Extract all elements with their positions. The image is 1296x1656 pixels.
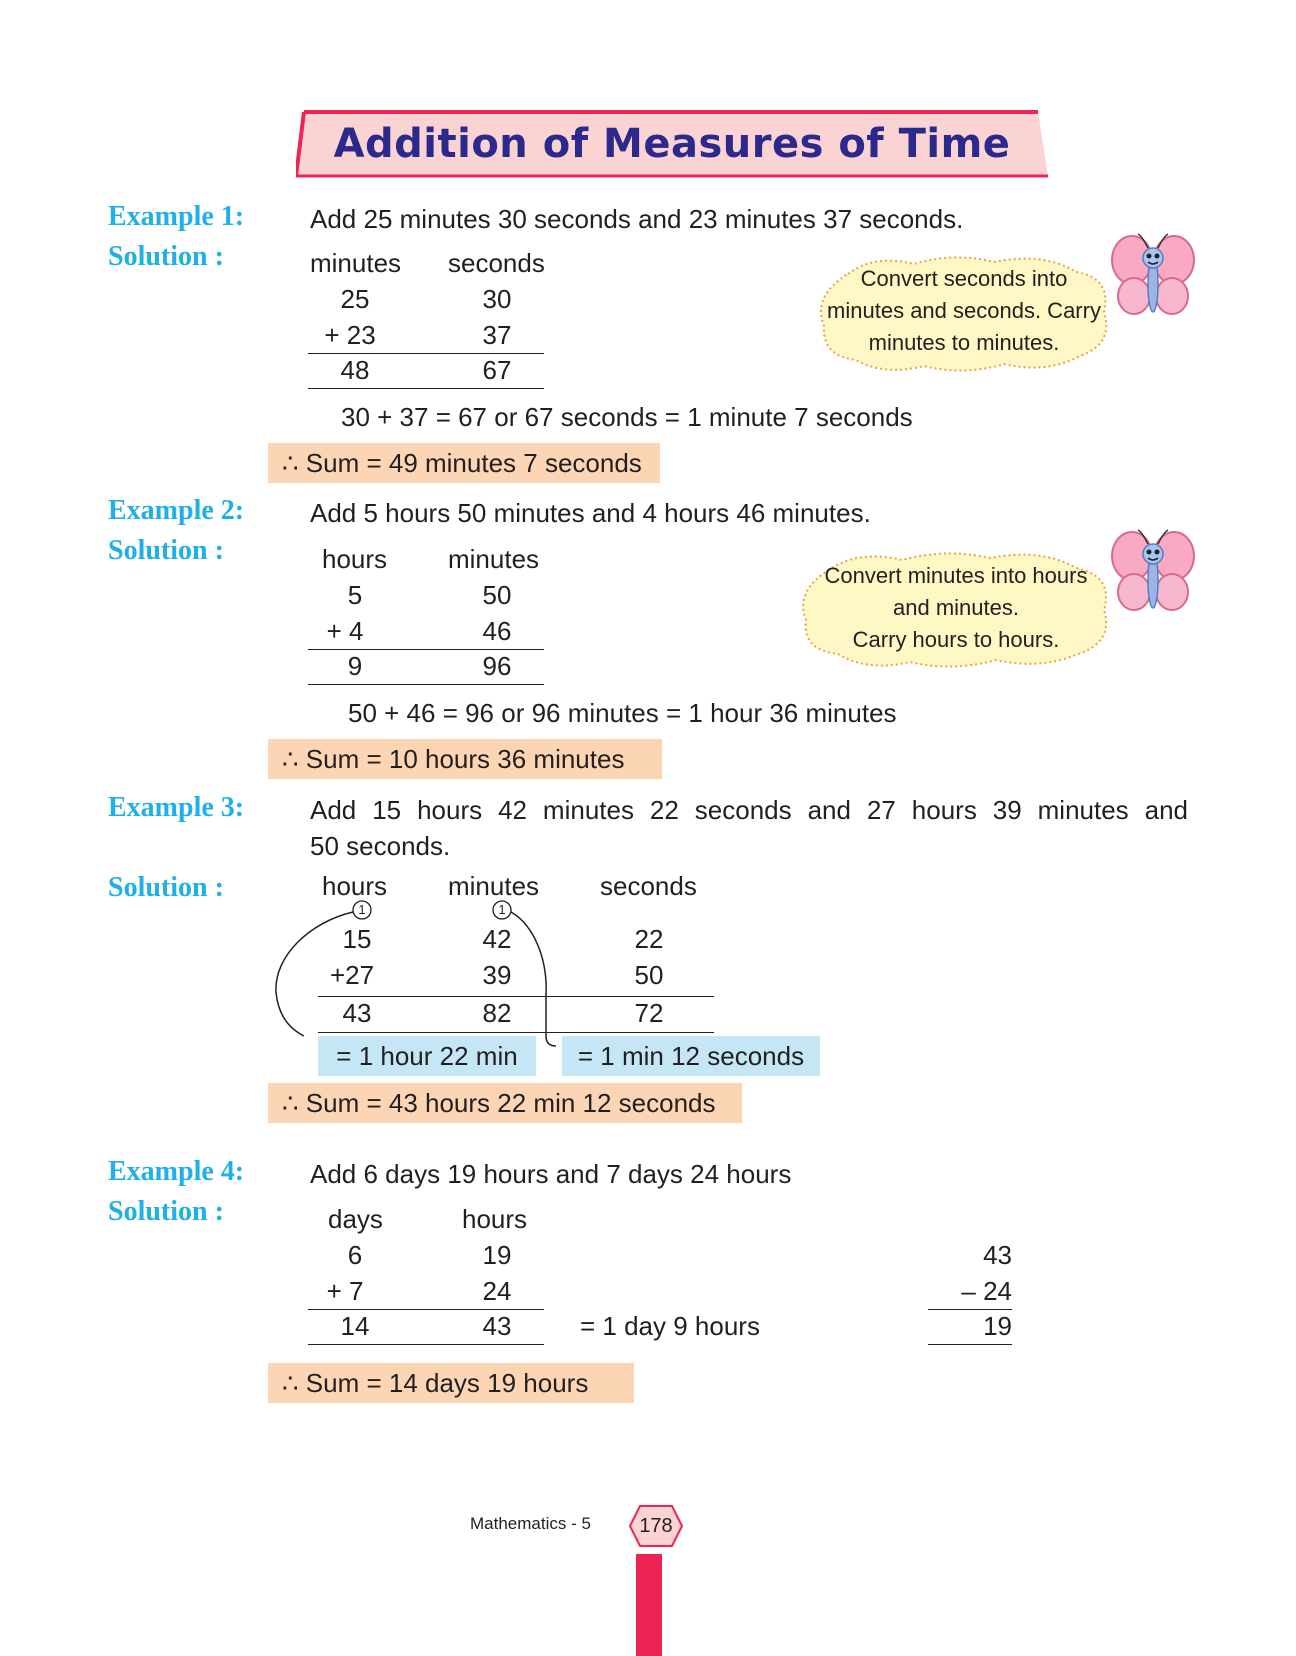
ex4-r1-days: 6 bbox=[347, 1240, 363, 1270]
ex4-r2-hours: 24 bbox=[482, 1276, 512, 1306]
tip2-line3: Carry hours to hours. bbox=[852, 627, 1060, 652]
ex4-rule-top bbox=[308, 1309, 544, 1310]
ex2-sum: ∴ Sum = 10 hours 36 minutes bbox=[268, 739, 662, 779]
ex3-convert-hours: = 1 hour 22 min bbox=[318, 1036, 536, 1076]
ex3-header-minutes: minutes bbox=[448, 871, 540, 901]
ex2-r2-hours: + 4 bbox=[326, 616, 364, 646]
ex3-r1-seconds: 22 bbox=[634, 924, 664, 954]
tip-cloud-2 bbox=[796, 548, 1116, 670]
ex3-result-seconds: 72 bbox=[634, 998, 664, 1028]
ex2-r1-minutes: 50 bbox=[482, 580, 512, 610]
ex3-rule-bottom bbox=[318, 1032, 714, 1033]
ex1-r1-minutes: 25 bbox=[340, 284, 370, 314]
ex4-result-days: 14 bbox=[340, 1311, 370, 1341]
tip1-line1: Convert seconds into bbox=[860, 266, 1068, 291]
ex1-r2-minutes: + 23 bbox=[324, 320, 376, 350]
footer-book-title: Mathematics - 5 bbox=[470, 1514, 591, 1533]
ex2-result-hours: 9 bbox=[347, 651, 363, 681]
page-number-badge bbox=[628, 1504, 684, 1548]
ex3-header-seconds: seconds bbox=[600, 871, 697, 901]
ex1-sum: ∴ Sum = 49 minutes 7 seconds bbox=[268, 443, 660, 483]
ex4-side-subtrahend: – 24 bbox=[961, 1276, 1012, 1306]
example-2-question: Add 5 hours 50 minutes and 4 hours 46 minutes. bbox=[310, 498, 871, 528]
ex3-result-hours: 43 bbox=[342, 998, 372, 1028]
ex3-rule-top bbox=[318, 996, 714, 997]
example-4-question: Add 6 days 19 hours and 7 days 24 hours bbox=[310, 1159, 792, 1189]
ex2-rule-bottom bbox=[308, 684, 544, 685]
ex1-rule-bottom bbox=[308, 388, 544, 389]
solution-3-label: Solution : bbox=[108, 872, 224, 903]
title-banner bbox=[296, 108, 1048, 180]
ex1-header-seconds: seconds bbox=[448, 248, 545, 278]
ex3-r2-seconds: 50 bbox=[634, 960, 664, 990]
ex2-result-minutes: 96 bbox=[482, 651, 512, 681]
ex4-rule-bottom bbox=[308, 1344, 544, 1345]
ex3-r1-hours: 15 bbox=[342, 924, 372, 954]
ex4-r2-days: + 7 bbox=[326, 1276, 364, 1306]
ex3-header-hours: hours bbox=[322, 871, 388, 901]
tip1-line2: minutes and seconds. Carry bbox=[827, 298, 1101, 323]
example-2-label: Example 2: bbox=[108, 495, 245, 526]
ex1-r1-seconds: 30 bbox=[482, 284, 512, 314]
ex4-result-hours: 43 bbox=[482, 1311, 512, 1341]
ex4-side-rule-bottom bbox=[928, 1344, 1012, 1345]
ex1-r2-seconds: 37 bbox=[482, 320, 512, 350]
butterfly-icon bbox=[1108, 232, 1198, 324]
ex2-r2-minutes: 46 bbox=[482, 616, 512, 646]
ex4-side-rule-top bbox=[928, 1309, 1012, 1310]
carry-1-hours: 1 bbox=[358, 902, 366, 917]
ex2-rule-top bbox=[308, 649, 544, 650]
example-1-question: Add 25 minutes 30 seconds and 23 minutes 37 seconds. bbox=[310, 204, 964, 234]
ex2-header-minutes: minutes bbox=[448, 544, 540, 574]
example-3-question-line1: Add 15 hours 42 minutes 22 seconds and 27 hours 39 minutes and bbox=[310, 795, 1188, 825]
tip2-line2: and minutes. bbox=[893, 595, 1019, 620]
tip-cloud-1 bbox=[814, 252, 1114, 374]
butterfly-icon bbox=[1108, 528, 1198, 620]
page-number: 178 bbox=[639, 1515, 673, 1537]
page-title: Addition of Measures of Time bbox=[333, 121, 1011, 167]
example-3-question-line2: 50 seconds. bbox=[310, 831, 451, 861]
ex2-header-hours: hours bbox=[322, 544, 388, 574]
ex3-convert-minutes: = 1 min 12 seconds bbox=[562, 1036, 820, 1076]
tip1-line3: minutes to minutes. bbox=[868, 330, 1060, 355]
ex3-sum: ∴ Sum = 43 hours 22 min 12 seconds bbox=[268, 1083, 742, 1123]
ex3-result-minutes: 82 bbox=[482, 998, 512, 1028]
ex1-note: 30 + 37 = 67 or 67 seconds = 1 minute 7 seconds bbox=[341, 402, 913, 432]
footer-accent-bar bbox=[636, 1554, 662, 1656]
ex4-header-hours: hours bbox=[462, 1204, 528, 1234]
tip2-line1: Convert minutes into hours bbox=[824, 563, 1088, 588]
ex4-note: = 1 day 9 hours bbox=[580, 1311, 760, 1341]
ex3-r1-minutes: 42 bbox=[482, 924, 512, 954]
ex1-result-minutes: 48 bbox=[340, 355, 370, 385]
solution-2-label: Solution : bbox=[108, 535, 224, 566]
ex3-r2-minutes: 39 bbox=[482, 960, 512, 990]
example-3-label: Example 3: bbox=[108, 792, 245, 823]
ex3-r2-hours: +27 bbox=[329, 960, 375, 990]
ex4-side-difference: 19 bbox=[983, 1311, 1012, 1341]
ex4-side-minuend: 43 bbox=[983, 1240, 1012, 1270]
example-1-label: Example 1: bbox=[108, 201, 245, 232]
solution-1-label: Solution : bbox=[108, 241, 224, 272]
ex2-note: 50 + 46 = 96 or 96 minutes = 1 hour 36 minutes bbox=[348, 698, 897, 728]
ex4-header-days: days bbox=[328, 1204, 383, 1234]
example-4-label: Example 4: bbox=[108, 1156, 245, 1187]
carry-1-minutes: 1 bbox=[498, 902, 506, 917]
ex1-result-seconds: 67 bbox=[482, 355, 512, 385]
ex4-sum: ∴ Sum = 14 days 19 hours bbox=[268, 1363, 634, 1403]
ex1-rule-top bbox=[308, 353, 544, 354]
ex2-r1-hours: 5 bbox=[347, 580, 363, 610]
ex1-header-minutes: minutes bbox=[310, 248, 402, 278]
solution-4-label: Solution : bbox=[108, 1196, 224, 1227]
ex4-r1-hours: 19 bbox=[482, 1240, 512, 1270]
